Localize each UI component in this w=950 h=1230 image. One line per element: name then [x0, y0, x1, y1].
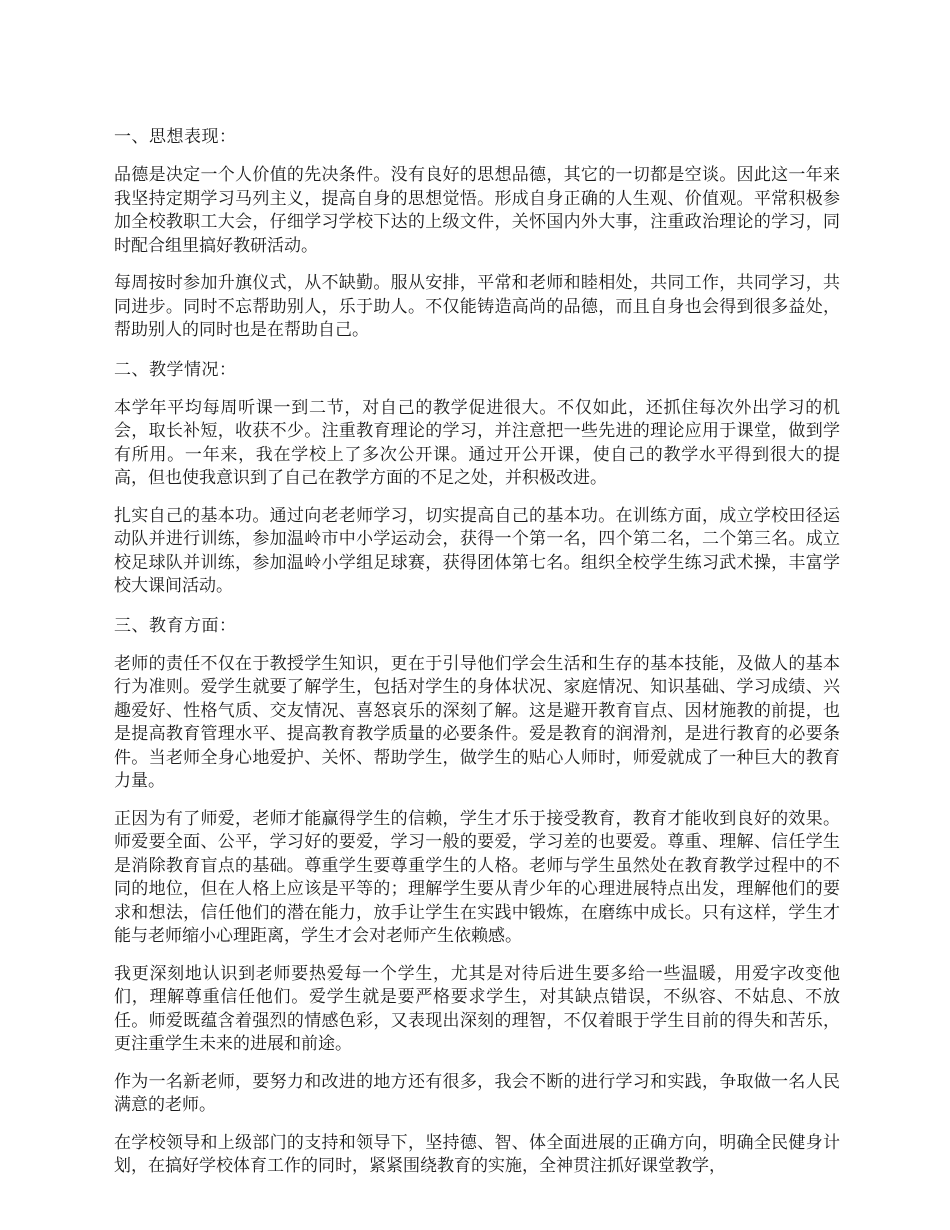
- paragraph: 我更深刻地认识到老师要热爱每一个学生，尤其是对待后进生要多给一些温暖，用爱字改变他们，理解尊重信任他们。爱学生就是要严格要求学生，对其缺点错误，不纵容、不姑息、不放任。师爱既蕴含着强烈的情感色彩，又表现出深刻的理智，不仅着眼于学生目前的得失和苦乐，更注重学生未来的进展和前途。: [114, 963, 840, 1054]
- section-heading-teaching: 二、教学情况：: [114, 359, 237, 380]
- paragraph: 作为一名新老师，要努力和改进的地方还有很多，我会不断的进行学习和实践，争取做一名人民满意的老师。: [114, 1071, 840, 1115]
- section-heading-thought: 一、思想表现：: [114, 127, 237, 147]
- paragraph: 老师的责任不仅在于教授学生知识，更在于引导他们学会生活和生存的基本技能，及做人的基本行为准则。爱学生就要了解学生，包括对学生的身体状况、家庭情况、知识基础、学习成绩、兴趣爱好、性格气质、交友情况、喜怒哀乐的深刻了解。这是避开教育盲点、因材施教的前提，也是提高教育管理水平、提高教育教学质量的必要条件。爱是教育的润滑剂，是进行教育的必要条件。当老师全身心地爱护、关怀、帮助学生，做学生的贴心人师时，师爱就成了一种巨大的教育力量。: [114, 653, 840, 791]
- paragraph: 本学年平均每周听课一到二节，对自己的教学促进很大。不仅如此，还抓住每次外出学习的机会，取长补短，收获不少。注重教育理论的学习，并注意把一些先进的理论应用于课堂，做到学有所用。一年来，我在学校上了多次公开课。通过开公开课，使自己的教学水平得到很大的提高，但也使我意识到了自己在教学方面的不足之处，并积极改进。: [114, 397, 840, 488]
- paragraph: 扎实自己的基本功。通过向老老师学习，切实提高自己的基本功。在训练方面，成立学校田径运动队并进行训练，参加温岭市中小学运动会，获得一个第一名，四个第二名，二个第三名。成立校足球队并训练，参加温岭小学组足球赛，获得团体第七名。组织全校学生练习武术操，丰富学校大课间活动。: [114, 505, 840, 596]
- paragraph: 在学校领导和上级部门的支持和领导下，坚持德、智、体全面进展的正确方向，明确全民健身计划，在搞好学校体育工作的同时，紧紧围绕教育的实施，全神贯注抓好课堂教学，: [114, 1132, 840, 1176]
- paragraph: 每周按时参加升旗仪式，从不缺勤。服从安排，平常和老师和睦相处，共同工作，共同学习，共同进步。同时不忘帮助别人，乐于助人。不仅能铸造高尚的品德，而且自身也会得到很多益处，帮助别人的同时也是在帮助自己。: [114, 273, 840, 340]
- paragraph: 品德是决定一个人价值的先决条件。没有良好的思想品德，其它的一切都是空谈。因此这一年来我坚持定期学习马列主义，提高自身的思想觉悟。形成自身正确的人生观、价值观。平常积极参加全校教职工大会，仔细学习学校下达的上级文件，关怀国内外大事，注重政治理论的学习，同时配合组里搞好教研活动。: [114, 165, 840, 256]
- paragraph: 正因为有了师爱，老师才能赢得学生的信赖，学生才乐于接受教育，教育才能收到良好的效果。师爱要全面、公平，学习好的要爱，学习一般的要爱，学习差的也要爱。尊重、理解、信任学生是消除教育盲点的基础。尊重学生要尊重学生的人格。老师与学生虽然处在教育教学过程中的不同的地位，但在人格上应该是平等的；理解学生要从青少年的心理进展特点出发，理解他们的要求和想法，信任他们的潜在能力，放手让学生在实践中锻炼，在磨练中成长。只有这样，学生才能与老师缩小心理距离，学生才会对老师产生依赖感。: [114, 808, 840, 946]
- section-heading-education: 三、教育方面：: [114, 615, 237, 636]
- document-body: [114, 124, 840, 1193]
